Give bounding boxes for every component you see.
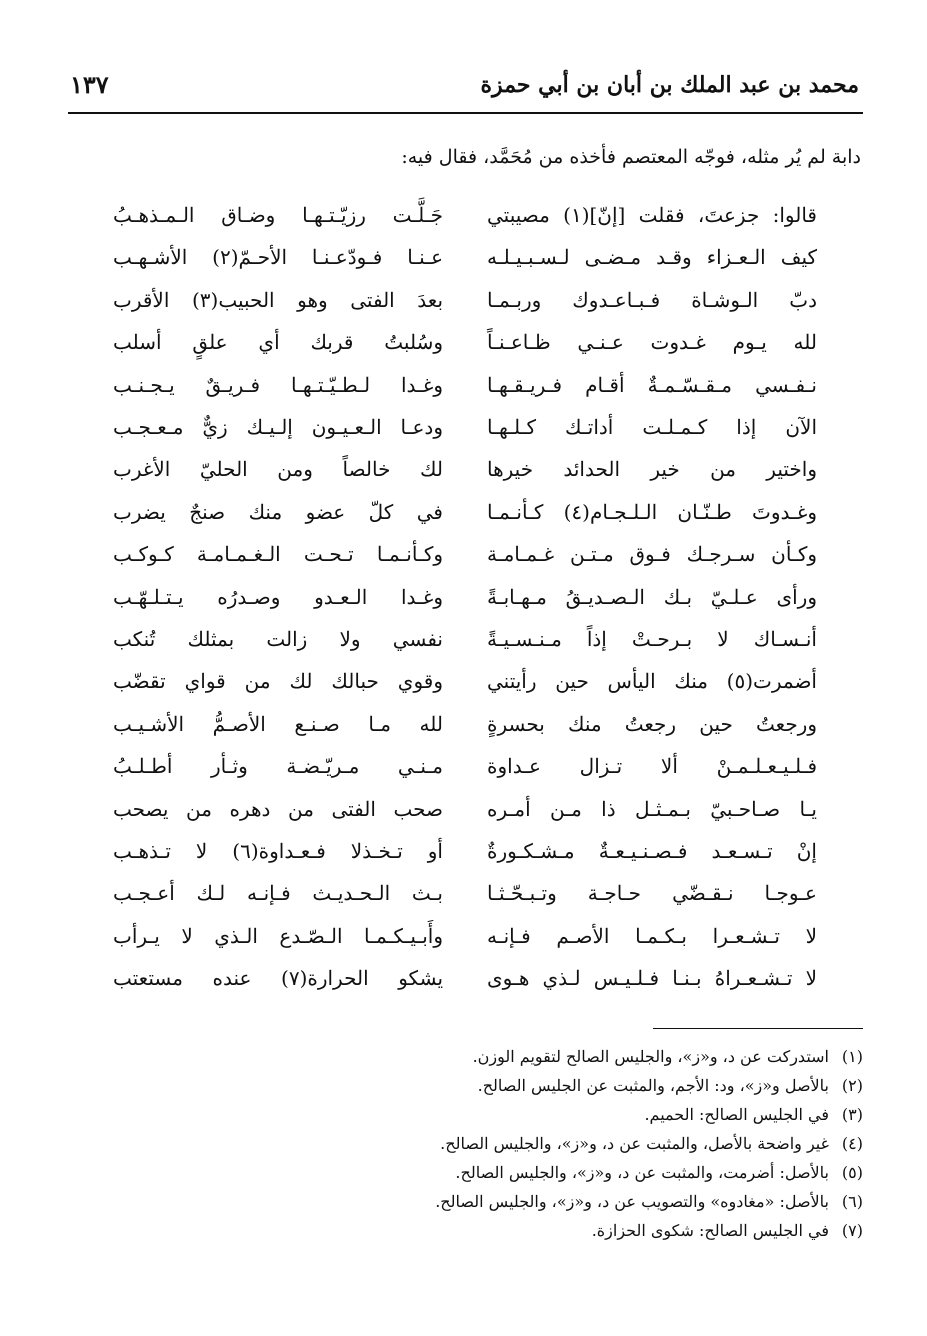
verse-first-hemistich: إنْ تـسـعـد فـصـنـيـعـةٌ مـشـكـورةٌ	[487, 839, 817, 863]
verse-second-hemistich: وأَبـيـكـمـا الـصّـدع الـذي لا يـرأب	[113, 923, 443, 948]
footnote	[63, 1100, 863, 1129]
verse-second-hemistich: صحب الفتى من دهره من يصحب	[113, 796, 443, 821]
footnote	[63, 1158, 863, 1187]
verse-second-hemistich: وقوي حبالك لك من قواي تقضّب	[113, 669, 443, 694]
footnote	[63, 1187, 863, 1216]
verse-line	[60, 956, 863, 1000]
verse-line	[60, 914, 863, 958]
running-title: محمد بن عبد الملك بن أبان بن أبي حمزة	[480, 72, 859, 98]
footnote-number: (٣)	[841, 1105, 863, 1124]
verse-line	[60, 235, 863, 279]
verse-line	[60, 405, 863, 449]
verse-line	[60, 193, 863, 237]
verse-first-hemistich: أضمرت(٥) منك اليأس حين رأيتني	[487, 669, 817, 694]
verse-line	[60, 744, 863, 788]
footnote	[63, 1129, 863, 1158]
verse-first-hemistich: ورجعتُ حين رجعتُ منك بحسرةٍ	[487, 711, 817, 736]
verse-line	[60, 490, 863, 534]
verse-second-hemistich: لك خالصاً ومن الحليّ الأغرب	[113, 457, 443, 482]
verse-second-hemistich: أو تـخـذلا فـعـداوة(٦) لا تـذهـب	[113, 839, 443, 863]
verse-second-hemistich: مـنـي مـريّـضـة وثـأر أطـلـبُ	[113, 754, 443, 779]
page-number: ١٣٧	[70, 70, 109, 99]
poem	[60, 193, 863, 1003]
footnotes	[63, 1042, 863, 1245]
verse-line	[60, 659, 863, 703]
verse-second-hemistich: لله مـا صـنـع الأصـمُّ الأشـيـب	[113, 711, 443, 736]
verse-second-hemistich: بـث الـحـديـث فـإنـه لـك أعـجـب	[113, 881, 443, 906]
verse-line	[60, 532, 863, 576]
verse-line	[60, 320, 863, 364]
verse-second-hemistich: جَـلَّـت رزيّـتـهـا وضـاق الـمـذهـبُ	[113, 203, 443, 227]
footnote-text: استدركت عن د، و«ز»، والجليس الصالح لتقويم الوزن.	[472, 1047, 829, 1066]
verse-second-hemistich: يشكو الحرارة(٧) عنده مستعتب	[113, 966, 444, 991]
verse-line	[60, 278, 863, 322]
verse-first-hemistich: لا تـشـعـرا بـكـمـا الأصـم فـإنـه	[487, 923, 817, 948]
verse-first-hemistich: واختير من خير الحدائد خيرها	[487, 457, 817, 482]
verse-first-hemistich: أنـسـاك لا بـرحـتْ إذاً مـنـسـيـةً	[487, 627, 817, 651]
verse-second-hemistich: وسُلبتُ قربك أي علقٍ أسلب	[113, 330, 443, 355]
verse-first-hemistich: فـلـيـعـلـمـنْ ألا تـزال عـداوة	[487, 754, 817, 779]
verse-first-hemistich: دبّ الـوشـاة فـبـاعـدوك وربـمـا	[487, 287, 817, 312]
verse-second-hemistich: في كلّ عضو منك صنجٌ يضرب	[113, 499, 443, 524]
footnote	[63, 1071, 863, 1100]
verse-first-hemistich: ورأى عـلـيّ بـك الـصـديـقُ مـهـابـةً	[487, 584, 817, 609]
verse-first-hemistich: كيف الـعـزاء وقـد مـضـى لـسـبـيـلـه	[487, 245, 817, 270]
verse-first-hemistich: وغـدوتَ طـنّـان الـلـجـام(٤) كـأنـمـا	[487, 499, 818, 524]
verse-first-hemistich: عـوجـا نـقـضّي حـاجـة وتـبـحّـثـا	[487, 881, 817, 906]
intro-paragraph: دابة لم يُر مثله، فوجّه المعتصم فأخذه من مُحَمَّد، فقال فيه:	[401, 146, 861, 168]
verse-first-hemistich: يـا صـاحـبيّ بـمـثـل ذا مـن أمـره	[487, 796, 817, 821]
verse-first-hemistich: الآن إذا كـمـلـت أداتـك كـلـهـا	[487, 415, 817, 439]
verse-second-hemistich: ودعـا الـعـيـون إلـيـك زيٌّ مـعـجـب	[113, 415, 443, 439]
verse-second-hemistich: وغـدا لـطـيّـتـهـا فـريـقٌ يـجـنـب	[113, 372, 443, 397]
verse-first-hemistich: نـفـسي مـقـسّـمـةٌ أقـام فـريـقـهـا	[487, 372, 817, 397]
footnote	[63, 1042, 863, 1071]
footnote-number: (١)	[841, 1047, 863, 1066]
footnote-text: في الجليس الصالح: الحميم.	[644, 1105, 829, 1124]
footnote-number: (٦)	[841, 1192, 863, 1211]
verse-second-hemistich: بعدَ الفتى وهو الحبيب(٣) الأقرب	[113, 287, 444, 312]
verse-line	[60, 871, 863, 915]
verse-first-hemistich: لا تـشـعـراهُ بـنـا فـلـيـس لـذي هـوى	[487, 966, 817, 991]
verse-line	[60, 787, 863, 831]
footnote-number: (٤)	[841, 1134, 863, 1153]
verse-first-hemistich: وكـأن سـرجـك فـوق مـتـن غـمـامـة	[487, 542, 817, 567]
verse-second-hemistich: نفسي ولا زالت بمثلك تُنكب	[113, 627, 443, 651]
verse-line	[60, 829, 863, 873]
verse-line	[60, 702, 863, 746]
verse-line	[60, 447, 863, 491]
footnote-text: بالأصل: أضرمت، والمثبت عن د، و«ز»، والجليس الصالح.	[455, 1163, 829, 1182]
verse-second-hemistich: وغـدا الـعـدو وصـدرُه يـتـلـهّـب	[113, 584, 443, 609]
footnote	[63, 1216, 863, 1245]
verse-second-hemistich: عـنـا فـودّعـنـا الأحـمّ(٢) الأشـهـب	[113, 245, 443, 270]
header-rule	[68, 112, 863, 114]
footnote-text: بالأصل: «مغادوه» والتصويب عن د، و«ز»، والجليس الصالح.	[435, 1192, 829, 1211]
footnote-separator	[653, 1028, 863, 1029]
verse-line	[60, 617, 863, 661]
footnote-number: (٥)	[841, 1163, 863, 1182]
verse-first-hemistich: لله يـوم غـدوت عـنـي ظـاعـنـاً	[487, 330, 817, 355]
verse-line	[60, 363, 863, 407]
footnote-text: بالأصل و«ز»، ود: الأجم، والمثبت عن الجليس الصالح.	[477, 1076, 829, 1095]
verse-second-hemistich: وكـأنـمـا تـحـت الـغـمـامـة كـوكـب	[113, 542, 443, 567]
footnote-text: غير واضحة بالأصل، والمثبت عن د، و«ز»، والجليس الصالح.	[440, 1134, 829, 1153]
footnote-text: في الجليس الصالح: شكوى الحزازة.	[591, 1221, 829, 1240]
footnote-number: (٢)	[841, 1076, 863, 1095]
footnote-number: (٧)	[841, 1221, 863, 1240]
verse-line	[60, 575, 863, 619]
verse-first-hemistich: قالوا: جزعتَ، فقلت [إنّ](١) مصيبتي	[487, 203, 817, 227]
